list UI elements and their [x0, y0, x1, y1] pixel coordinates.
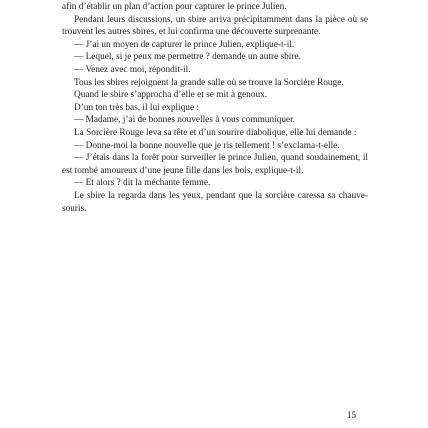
paragraph: — J’ai un moyen de capturer le prince Julien, explique-t-il. — [74, 39, 295, 50]
paragraph: — Venez avec moi, répondit-il. — [74, 64, 191, 75]
paragraph: — J’étais dans la forêt pour surveiller le prince Julien, quand soudainement, il est tombé amoureux d’une jeune fille dans les bois, explique-t-il. — [62, 153, 368, 176]
paragraph: — Madame, j’ai de bonnes nouvelles à vous communiquer. — [74, 115, 296, 126]
paragraph: D’un ton très bas, il lui explique : — [74, 102, 199, 113]
paragraph: afin d’établir un plan d’action pour capturer le prince Julien. — [62, 2, 287, 12]
paragraph: Quand le sbire s’approcha d’elle et se mit à genoux. — [74, 90, 268, 101]
paragraph: Pendant leurs discussions, un sbire arriva précipitamment dans la pièce où se trouvent les autres sbires, et lui confirma une découverte surprenante. — [62, 14, 368, 38]
body-text — [62, 1, 368, 215]
paragraph: — Donne-moi la bonne nouvelle que je ris tellement ! s’exclama-t-elle. — [74, 140, 340, 151]
paragraph: La Sorcière Rouge leva sa tête et d’un sourire diabolique, elle lui demande : — [74, 127, 357, 138]
paragraph: Le sbire la regarda dans les yeux, pendant que la sorcière caressa sa chauve-souris. — [62, 190, 368, 214]
paragraph: Tous les sbires rejoignent la grande salle où se trouve la Sorcière Rouge. — [74, 77, 344, 88]
paragraph: — Et alors ? dit la méchante femme. — [74, 178, 211, 189]
paragraph: — Lequel, si je peux me permettre ? demande un autre sbire. — [74, 52, 301, 63]
page-number: 15 — [347, 410, 356, 420]
